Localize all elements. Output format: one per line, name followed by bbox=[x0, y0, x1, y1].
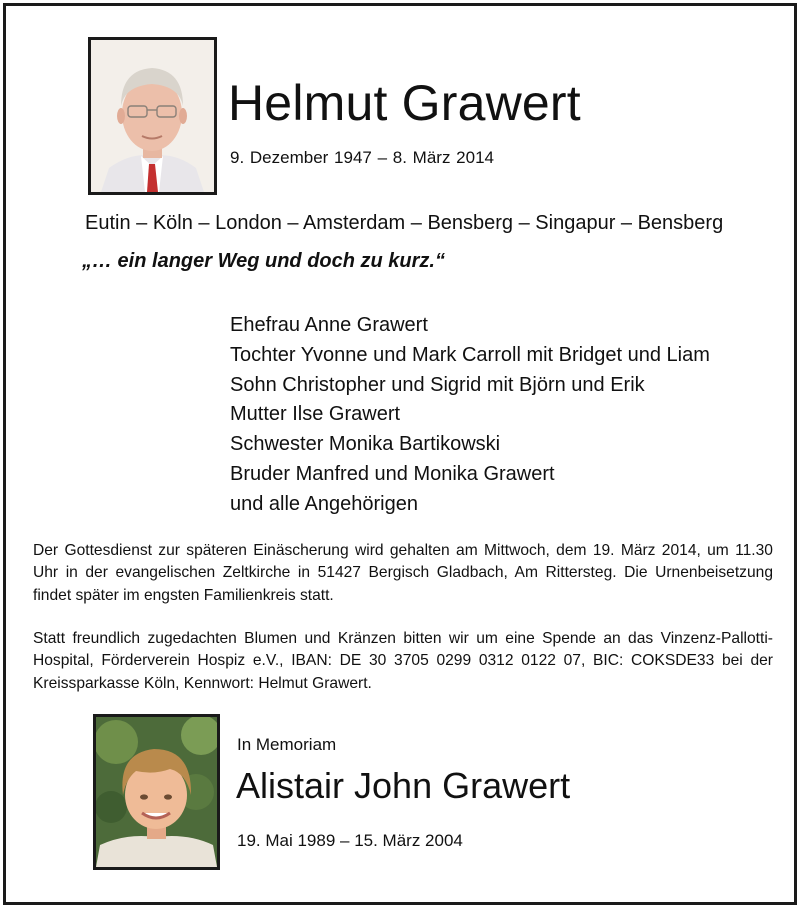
mourner-item: Schwester Monika Bartikowski bbox=[230, 433, 501, 456]
memoriam-dates: 19. Mai 1989 – 15. März 2004 bbox=[237, 831, 463, 850]
life-dates: 9. Dezember 1947 – 8. März 2014 bbox=[230, 148, 494, 167]
mourner-item: Ehefrau Anne Grawert bbox=[230, 314, 428, 336]
donation-paragraph: Statt freundlich zugedachten Blumen und Kränzen bitten wir um eine Spende an das Vinzenz-Pallotti-Hospital, Förderverein Hospiz e.V., IBAN: DE 30 3705 0299 0312 0122 07, BIC: COKSDE33 bei der Kreissparkasse Köln, Kennwort: Helmut Grawert. bbox=[33, 630, 773, 692]
quote: „… ein langer Weg und doch zu kurz.“ bbox=[82, 250, 445, 272]
deceased-name: Helmut Grawert bbox=[228, 75, 581, 131]
memoriam-label: In Memoriam bbox=[237, 735, 337, 754]
service-paragraph: Der Gottesdienst zur späteren Einäscherung wird gehalten am Mittwoch, dem 19. März 2014, um 11.30 Uhr in der evangelischen Zeltkirche in 51427 Bergisch Gladbach, Am Rittersteg. Die Urnenbeisetzung findet später im engsten Familienkreis statt. bbox=[33, 542, 773, 604]
portrait-photo-helmut bbox=[88, 37, 217, 195]
mourner-item: Sohn Christopher und Sigrid mit Björn und Erik bbox=[230, 373, 645, 396]
mourner-item: Mutter Ilse Grawert bbox=[230, 403, 401, 426]
mourner-item: Tochter Yvonne und Mark Carroll mit Bridget und Liam bbox=[230, 343, 710, 366]
mourners-list bbox=[230, 311, 710, 520]
mourner-item: Bruder Manfred und Monika Grawert bbox=[230, 462, 555, 485]
life-places: Eutin – Köln – London – Amsterdam – Bensberg – Singapur – Bensberg bbox=[85, 212, 724, 234]
mourner-item: und alle Angehörigen bbox=[230, 492, 418, 515]
portrait-photo-alistair bbox=[93, 714, 220, 870]
memoriam-name: Alistair John Grawert bbox=[236, 765, 571, 806]
